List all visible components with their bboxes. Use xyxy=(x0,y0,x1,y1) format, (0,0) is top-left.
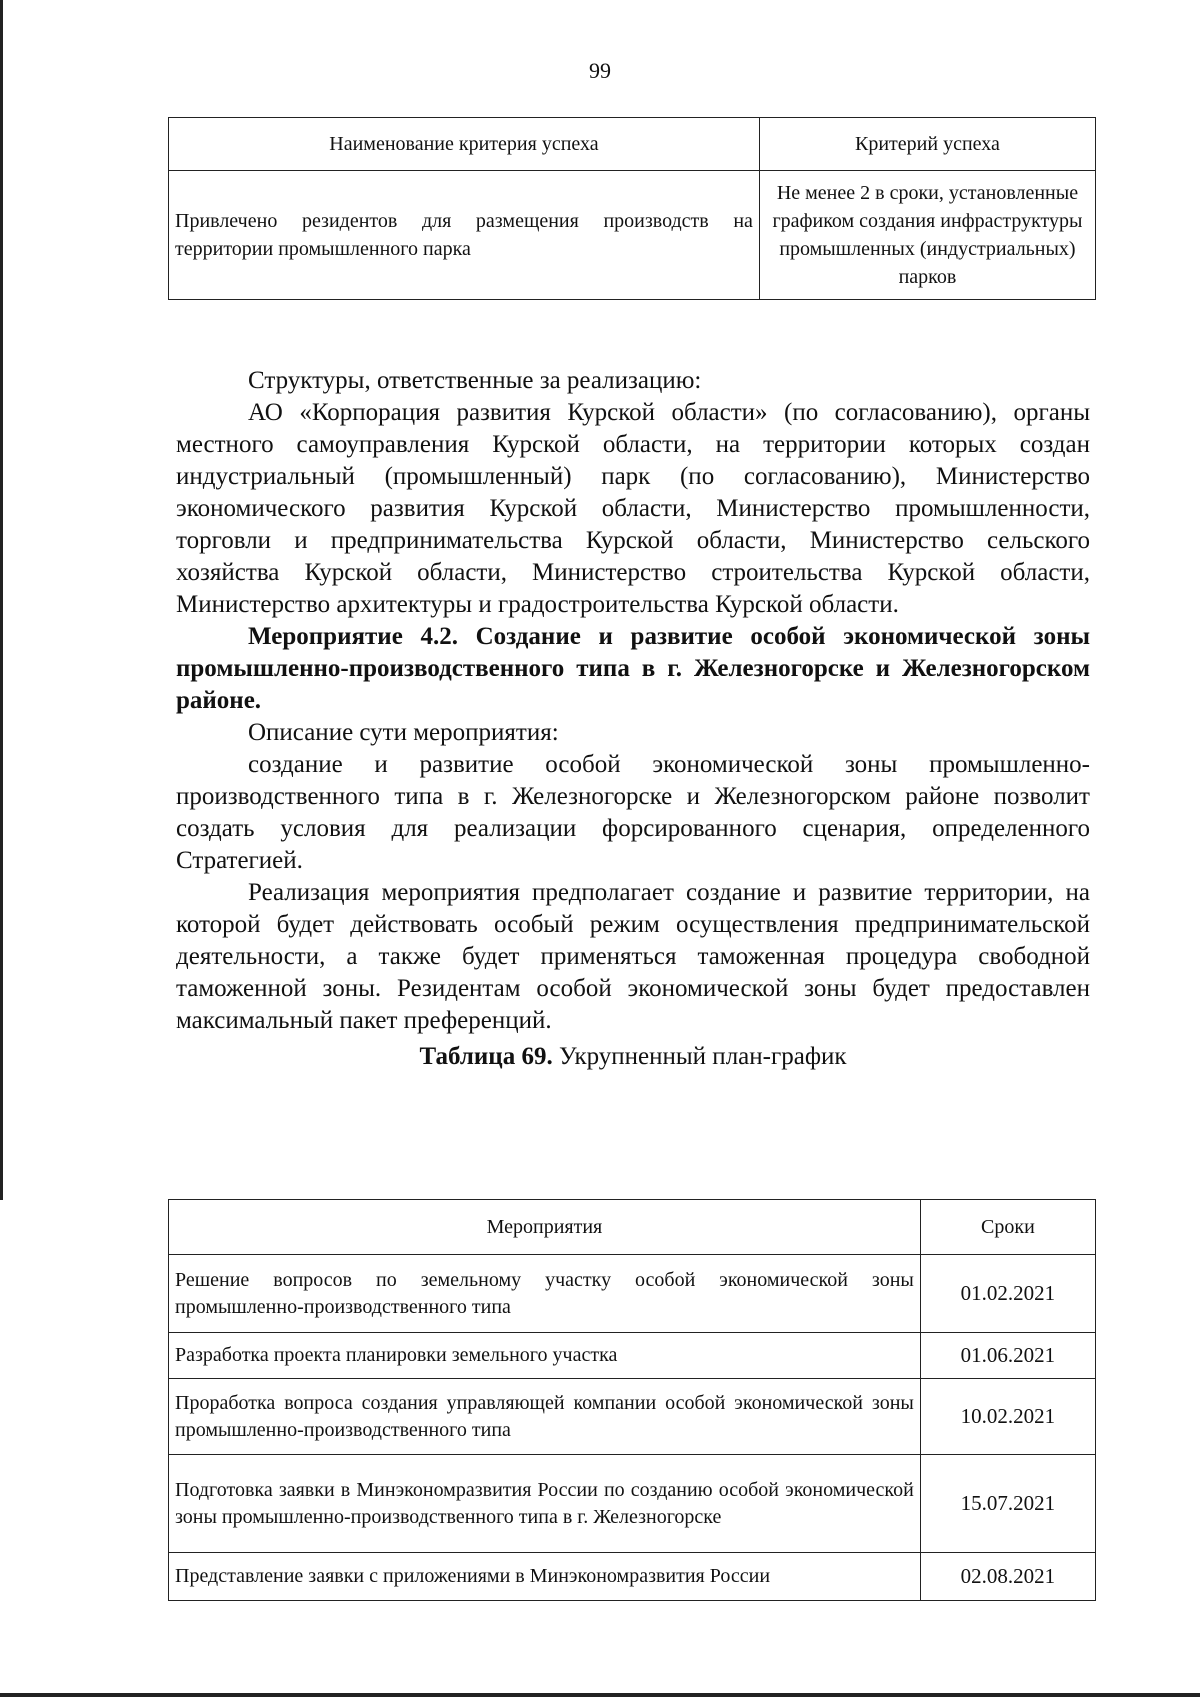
table-row xyxy=(169,171,1096,300)
responsible-text: АО «Корпорация развития Курской области» (по согласованию), органы местного самоуправления Курской области, на территории которых создан индустриальный (промышленный) парк (по согласованию), Министерство экономического развития Курской области, Министерство промышленности, торговли и предпринимательства Курской области, Министерство сельского хозяйства Курской области, Министерство строительства Курской области, Министерство архитектуры и градостроительства Курской области. xyxy=(176,399,1090,618)
event-cell: Решение вопросов по земельному участку особой экономической зоны промышленно-производственного типа xyxy=(169,1255,921,1333)
table-row xyxy=(169,1255,1096,1333)
scan-edge-left xyxy=(0,0,3,1200)
description-heading: Описание сути мероприятия: xyxy=(248,719,559,746)
table-row xyxy=(169,1553,1096,1601)
header-criterion: Критерий успеха xyxy=(759,118,1095,171)
schedule-table xyxy=(168,1199,1096,1601)
date-cell: 01.06.2021 xyxy=(920,1333,1095,1379)
date-cell: 15.07.2021 xyxy=(920,1455,1095,1553)
table-row xyxy=(169,1455,1096,1553)
criterion-value-cell: Не менее 2 в сроки, установленные графиком создания инфраструктуры промышленных (индустриальных) парков xyxy=(759,171,1095,300)
responsible-heading: Структуры, ответственные за реализацию: xyxy=(248,367,702,394)
table-row xyxy=(169,1333,1096,1379)
header-dates: Сроки xyxy=(920,1200,1095,1255)
page-number: 99 xyxy=(589,58,611,83)
table-caption-label: Таблица 69. xyxy=(419,1043,553,1070)
success-criteria-table xyxy=(168,117,1096,300)
date-cell: 10.02.2021 xyxy=(920,1379,1095,1455)
table-row xyxy=(169,1379,1096,1455)
event-cell: Подготовка заявки в Минэкономразвития России по созданию особой экономической зоны промышленно-производственного типа в г. Железногорске xyxy=(169,1455,921,1553)
event-cell: Проработка вопроса создания управляющей компании особой экономической зоны промышленно-производственного типа xyxy=(169,1379,921,1455)
event-cell: Представление заявки с приложениями в Минэкономразвития России xyxy=(169,1553,921,1601)
table-caption xyxy=(176,1041,1090,1073)
date-cell: 01.02.2021 xyxy=(920,1255,1095,1333)
criterion-name-cell: Привлечено резидентов для размещения производств на территории промышленного парка xyxy=(169,171,760,300)
table-header-row xyxy=(169,118,1096,171)
document-body xyxy=(176,365,1090,1073)
scan-edge-bottom xyxy=(0,1693,1200,1697)
event-cell: Разработка проекта планировки земельного участка xyxy=(169,1333,921,1379)
measure-title: Мероприятие 4.2. Создание и развитие особой экономической зоны промышленно-производственного типа в г. Железногорске и Железногорском районе. xyxy=(176,623,1090,714)
header-criterion-name: Наименование критерия успеха xyxy=(169,118,760,171)
date-cell: 02.08.2021 xyxy=(920,1553,1095,1601)
description-text: создание и развитие особой экономической зоны промышленно-производственного типа в г. Железногорске и Железногорском районе позволит создать условия для реализации форсированного сценария, определенного Стратегией. xyxy=(176,751,1090,874)
table-caption-title: Укрупненный план-график xyxy=(552,1043,847,1070)
header-events: Мероприятия xyxy=(169,1200,921,1255)
table-header-row xyxy=(169,1200,1096,1255)
implementation-text: Реализация мероприятия предполагает создание и развитие территории, на которой будет действовать особый режим осуществления предпринимательской деятельности, а также будет применяться таможенная процедура свободной таможенной зоны. Резидентам особой экономической зоны будет предоставлен максимальный пакет преференций. xyxy=(176,879,1090,1034)
